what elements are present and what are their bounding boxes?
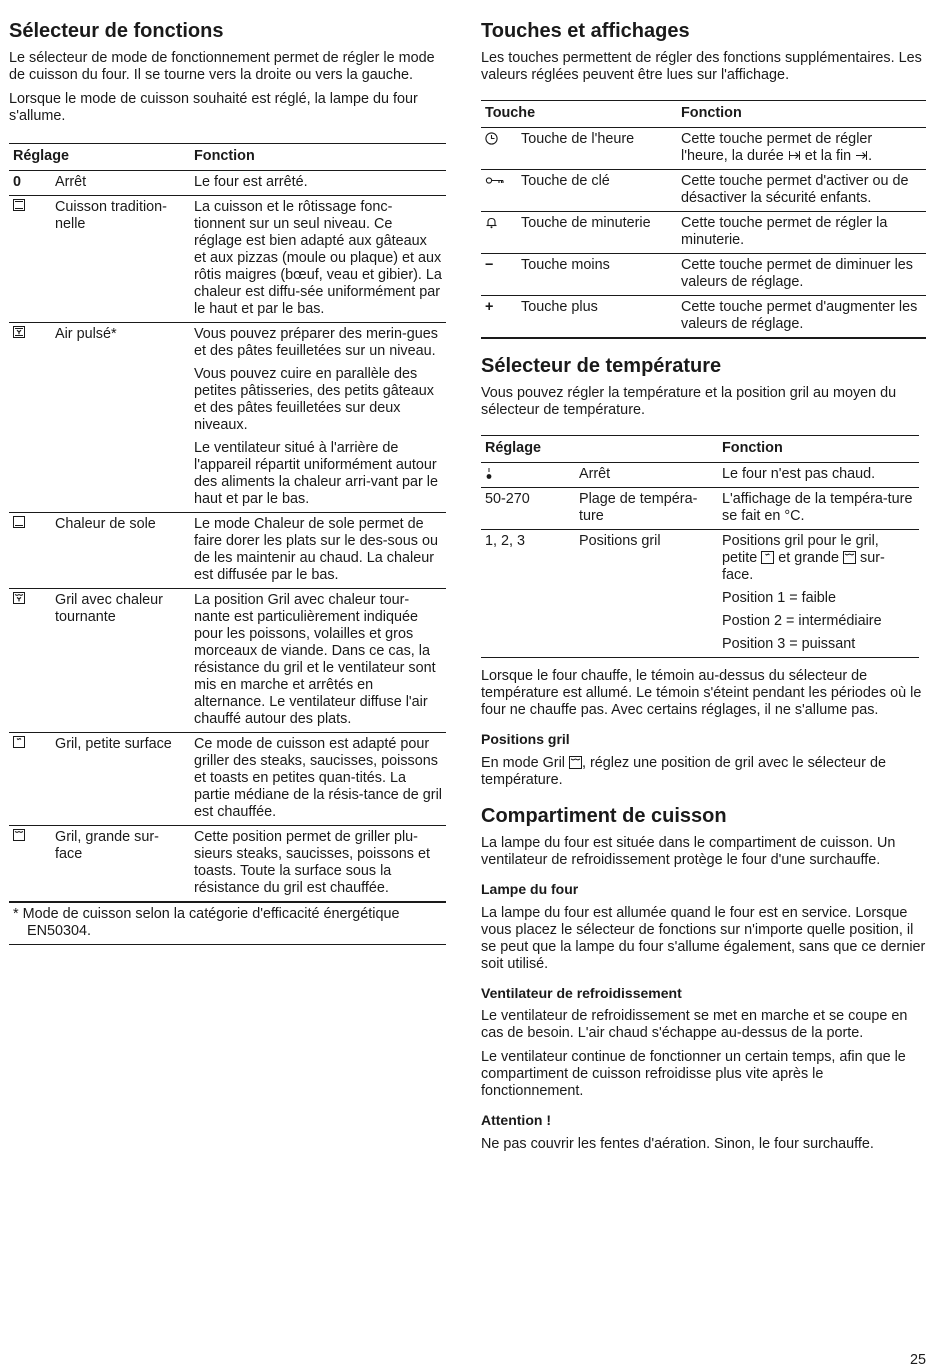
end-time-icon xyxy=(855,149,868,162)
function-row-bottom-heat xyxy=(9,513,446,589)
function-desc: Le four est arrêté. xyxy=(190,171,446,196)
temperature-row-off xyxy=(481,463,919,488)
function-name: Gril, grande sur-face xyxy=(55,829,159,862)
temperature-setting-name: Positions gril xyxy=(575,530,718,658)
key-name: Touche plus xyxy=(517,296,677,339)
bottom-heat-icon xyxy=(13,516,25,528)
keys-table-header-function: Fonction xyxy=(677,101,926,128)
clock-icon xyxy=(485,132,498,145)
key-row-lock xyxy=(481,170,926,212)
key-name: Touche moins xyxy=(517,254,677,296)
function-row-conventional xyxy=(9,196,446,323)
function-name: Arrêt xyxy=(51,171,190,196)
function-row-off xyxy=(9,171,446,196)
oven-compartment-title: Compartiment de cuisson xyxy=(481,804,727,827)
function-selector-title: Sélecteur de fonctions xyxy=(9,20,224,42)
function-name: Air pulsé* xyxy=(51,323,190,513)
large-grill-icon xyxy=(13,829,25,841)
oven-compartment-intro: La lampe du four est située dans le compartiment de cuisson. Un ventilateur de refroidissement protège le four d'une surchauffe. xyxy=(481,834,896,868)
oven-lamp-heading: Lampe du four xyxy=(481,880,579,897)
function-table xyxy=(9,143,446,901)
page-number: 25 xyxy=(909,1352,926,1368)
large-grill-icon xyxy=(569,756,582,769)
temperature-setting-desc: Positions gril pour le gril, petite et grande sur-face. Position 1 = faible Postion 2 = intermédiaire Position 3 = puissant xyxy=(718,530,919,658)
temperature-table-header-setting: Réglage xyxy=(481,436,718,463)
grill-positions-heading: Positions gril xyxy=(481,731,570,747)
function-desc: Ce mode de cuisson est adapté pour griller des steaks, saucisses, poissons et toasts en petites quan-tités. La partie médiane de la résis-tance de gril est chauffée. xyxy=(190,733,446,826)
oven-lamp-text: La lampe du four est allumée quand le four est en service. Lorsque vous placez le sélecteur de fonctions sur n'importe quelle position, il se peut que la lampe du four s'allume également, sans que ce dernier soit utilisé. xyxy=(481,904,926,972)
temperature-setting-name: Arrêt xyxy=(575,463,718,488)
temperature-selector-title: Sélecteur de température xyxy=(481,355,722,377)
cooling-fan-text-1: Le ventilateur de refroidissement se met en marche et se coupe en cas de besoin. L'air chaud s'échappe au-dessus de la porte. xyxy=(481,1008,908,1042)
key-desc: Cette touche permet de régler la minuterie. xyxy=(677,212,926,254)
key-desc: Cette touche permet de régler l'heure, la durée et la fin . xyxy=(677,128,926,170)
temperature-row-range xyxy=(481,488,919,530)
small-grill-icon xyxy=(761,551,774,564)
temperature-setting-value: 50-270 xyxy=(481,488,575,530)
function-desc: Le mode Chaleur de sole permet de faire dorer les plats sur le des-sous ou de les maintenir au chaud. La chaleur est diffusée par le bas. xyxy=(190,513,446,589)
temperature-setting-desc: Le four n'est pas chaud. xyxy=(718,463,919,488)
attention-text: Ne pas couvrir les fentes d'aération. Sinon, le four surchauffe. xyxy=(481,1136,874,1153)
temperature-selector-intro: Vous pouvez régler la température et la position gril au moyen du sélecteur de température. xyxy=(481,385,897,418)
function-desc: La cuisson et le rôtissage fonc-tionnent sur un seul niveau. Ce réglage est bien adapté aux gâteaux et aux pizzas (moule ou plaque) et aux rôtis maigres (bœuf, veau et gibier). La chaleur est diffu-sée uniformément par le haut et par le bas. xyxy=(190,196,446,323)
key-name: Touche de l'heure xyxy=(517,128,677,170)
function-name: Chaleur de sole xyxy=(51,513,190,589)
small-grill-icon xyxy=(13,736,25,748)
large-grill-icon xyxy=(843,551,856,564)
function-selector-lamp-note: Lorsque le mode de cuisson souhaité est réglé, la lampe du four s'allume. xyxy=(9,91,418,124)
temperature-setting-desc: L'affichage de la tempéra-ture se fait en °C. xyxy=(718,488,919,530)
key-row-plus xyxy=(481,296,926,339)
function-table-footnote: * Mode de cuisson selon la catégorie d'efficacité énergétique EN50304. xyxy=(9,901,446,945)
keys-display-title: Touches et affichages xyxy=(481,20,690,42)
function-name: Gril, petite surface xyxy=(51,733,190,826)
temperature-row-grill xyxy=(481,530,919,658)
keys-table xyxy=(481,100,926,339)
zero-symbol: 0 xyxy=(9,171,51,196)
key-icon xyxy=(485,174,505,187)
key-row-timer xyxy=(481,212,926,254)
off-dot-icon xyxy=(485,467,498,480)
plus-icon: + xyxy=(481,296,517,339)
temperature-setting-value: 1, 2, 3 xyxy=(481,530,575,658)
key-desc: Cette touche permet d'activer ou de désactiver la sécurité enfants. xyxy=(677,170,926,212)
function-table-header-setting: Réglage xyxy=(9,144,190,171)
key-desc: Cette touche permet de diminuer les valeurs de réglage. xyxy=(677,254,926,296)
right-column xyxy=(481,20,926,1160)
function-row-fan-grill xyxy=(9,589,446,733)
duration-icon xyxy=(788,149,801,162)
cooling-fan-text-2: Le ventilateur continue de fonctionner un certain temps, afin que le compartiment de cuisson refroidisse plus vite après le fonctionnement. xyxy=(481,1049,906,1100)
key-row-clock xyxy=(481,128,926,170)
grill-positions-text: En mode Gril , réglez une position de gril avec le sélecteur de température. xyxy=(481,754,886,788)
key-name: Touche de minuterie xyxy=(517,212,677,254)
function-row-large-grill xyxy=(9,826,446,902)
temperature-table xyxy=(481,435,919,658)
function-row-small-grill xyxy=(9,733,446,826)
left-column xyxy=(9,20,446,945)
temperature-table-header-function: Fonction xyxy=(718,436,919,463)
temperature-setting-name: Plage de tempéra-ture xyxy=(575,488,718,530)
keys-display-intro: Les touches permettent de régler des fonctions supplémentaires. Les valeurs réglées peuvent être lues sur l'affichage. xyxy=(481,50,922,83)
key-row-minus xyxy=(481,254,926,296)
keys-table-header-key: Touche xyxy=(481,101,677,128)
function-row-fan xyxy=(9,323,446,513)
bell-icon xyxy=(485,216,498,229)
fan-heat-icon xyxy=(13,326,25,338)
key-name: Touche de clé xyxy=(517,170,677,212)
key-desc: Cette touche permet d'augmenter les valeurs de réglage. xyxy=(677,296,926,339)
function-name: Gril avec chaleur tournante xyxy=(51,589,190,733)
function-name: Cuisson tradition-nelle xyxy=(51,196,190,323)
attention-heading: Attention ! xyxy=(481,1112,551,1129)
minus-icon: − xyxy=(481,254,517,296)
fan-grill-icon xyxy=(13,592,25,604)
function-desc: La position Gril avec chaleur tour-nante est particulièrement indiquée pour les poissons, volailles et gros morceaux de viande. Dans ce cas, la résistance du gril et le ventilateur sont mis en marche et arrêtés en alternance. Le ventilateur diffuse l'air chauffé autour des plats. xyxy=(190,589,446,733)
function-selector-intro: Le sélecteur de mode de fonctionnement permet de régler le mode de cuisson du four. Il se tourne vers la droite ou vers la gauche. xyxy=(9,50,435,83)
conventional-heat-icon xyxy=(13,199,25,211)
function-desc: Cette position permet de griller plu-sieurs steaks, saucisses, poissons et toasts. Toute la surface sous la résistance du gril est chauffée. xyxy=(194,829,430,896)
temperature-indicator-text: Lorsque le four chauffe, le témoin au-dessus du sélecteur de température est allumé. Le témoin s'éteint pendant les périodes où le four ne chauffe pas. Avec certains réglages, il ne s'allume pas. xyxy=(481,668,922,718)
function-desc: Vous pouvez préparer des merin-gues et des pâtes feuilletées sur un niveau. Vous pouvez cuire en parallèle des petites pâtisseries, des petits gâteaux et des pâtes feuilletées sur deux niveaux. Le ventilateur situé à l'arrière de l'appareil répartit uniformément autour des aliments la chaleur arri-vant par le haut et par le bas. xyxy=(190,323,446,513)
function-table-header-function: Fonction xyxy=(190,144,446,171)
cooling-fan-heading: Ventilateur de refroidissement xyxy=(481,984,682,1001)
